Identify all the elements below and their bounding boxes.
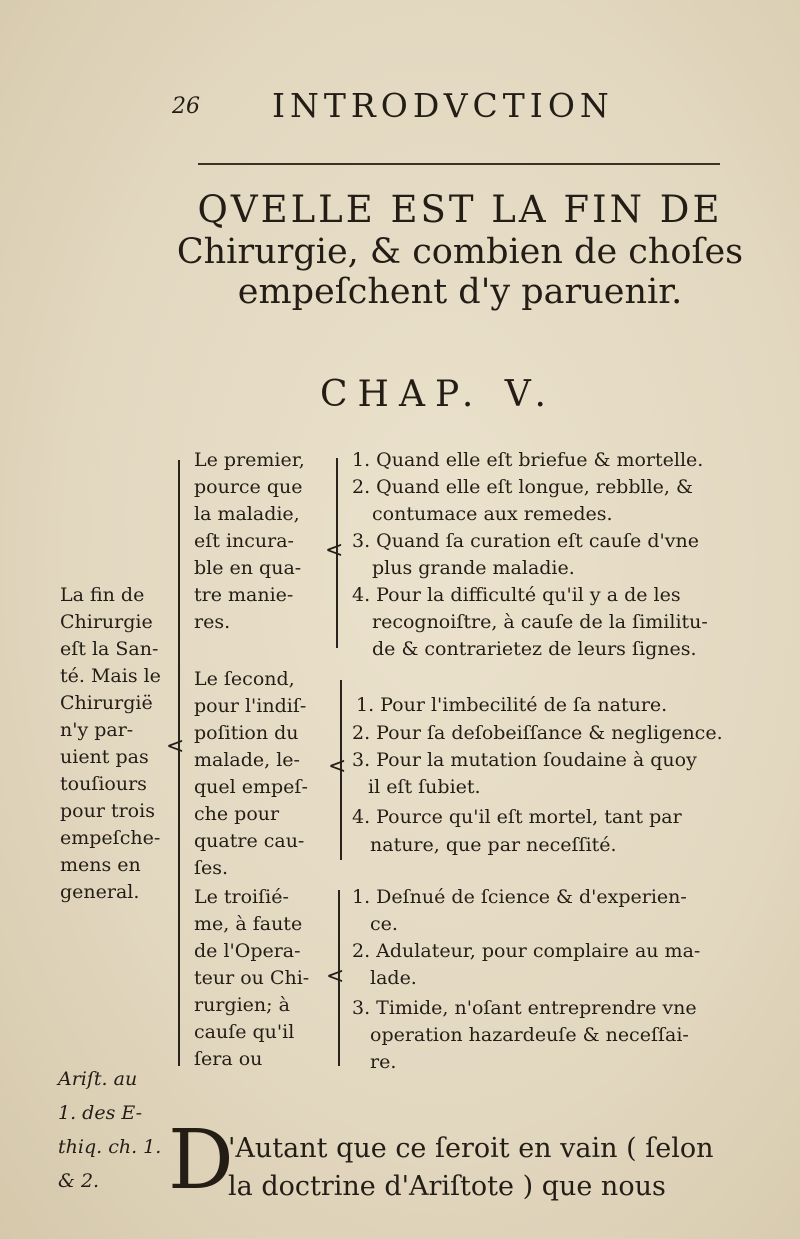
- branch-2-item: 4. Pource qu'il eſt mortel, tant par: [352, 806, 682, 828]
- citation-line: thiq. ch. 1.: [58, 1136, 162, 1158]
- chapter-heading: CHAP. V.: [320, 374, 556, 415]
- side-note-line: pour trois: [60, 800, 155, 822]
- side-note-line: eſt la San-: [60, 638, 159, 660]
- branch-3-label-line: cauſe qu'il: [194, 1021, 295, 1043]
- title-line-2: Chirurgie, & combien de choſes: [176, 232, 744, 272]
- branch-2-label-line: quel empeſ-: [194, 776, 308, 798]
- header-rule: [198, 163, 720, 165]
- branch-3-item: ce.: [370, 913, 398, 935]
- branch-2-item: 2. Pour ſa deſobeiſſance & negligence.: [352, 722, 723, 744]
- branch-2-item: il eſt ſubiet.: [368, 776, 481, 798]
- branch-2-item: 1. Pour l'imbecilité de ſa nature.: [356, 694, 668, 716]
- main-brace-point: <: [166, 734, 185, 759]
- branch-1-label-line: ble en qua-: [194, 557, 302, 579]
- branch-1-label-line: pource que: [194, 476, 303, 498]
- branch-3-label-line: Le troiſié-: [194, 886, 289, 908]
- branch-1-label-line: tre manie-: [194, 584, 294, 606]
- side-note-line: touſiours: [60, 773, 147, 795]
- branch-2-item: 3. Pour la mutation ſoudaine à quoy: [352, 749, 697, 771]
- title-line-1: QVELLE EST LA FIN DE: [197, 188, 723, 231]
- branch-2-label-line: poſition du: [194, 722, 299, 744]
- branch-3-item: 3. Timide, n'oſant entreprendre vne: [352, 997, 697, 1019]
- side-note-line: general.: [60, 881, 140, 903]
- branch-3-label-line: teur ou Chi-: [194, 967, 310, 989]
- body-line-1: 'Autant que ce ſeroit en vain ( ſelon: [228, 1133, 714, 1164]
- citation-line: Ariſt. au: [58, 1068, 138, 1090]
- side-note-line: uient pas: [60, 746, 149, 768]
- marginal-citation: [58, 1062, 161, 1198]
- branch-2-label-line: che pour: [194, 803, 280, 825]
- branch-3-item: re.: [370, 1051, 397, 1073]
- side-note-line: La fin de: [60, 584, 145, 606]
- page-number: 26: [172, 94, 200, 119]
- branch-1-item: plus grande maladie.: [372, 557, 575, 579]
- branch-2-label-line: malade, le-: [194, 749, 300, 771]
- page-header: [0, 86, 800, 126]
- branch-3-item: lade.: [370, 967, 417, 989]
- branch-2-label-line: ſes.: [194, 857, 229, 879]
- branch-3-item: operation hazardeuſe & neceſſai-: [370, 1024, 689, 1046]
- side-note-line: empeſche-: [60, 827, 161, 849]
- side-note-line: Chirurgië: [60, 692, 153, 714]
- branch-2-brace-point: <: [328, 754, 347, 779]
- body-paragraph: [228, 1130, 713, 1206]
- branch-1-label-line: res.: [194, 611, 231, 633]
- title-line-3: empeſchent d'y paruenir.: [237, 272, 683, 312]
- citation-line: & 2.: [58, 1170, 100, 1192]
- branch-3-label-line: de l'Opera-: [194, 940, 301, 962]
- citation-line: 1. des E-: [58, 1102, 143, 1124]
- branch-1-label-line: eſt incura-: [194, 530, 294, 552]
- side-note: [60, 582, 172, 906]
- main-brace: [178, 460, 180, 1066]
- running-head: INTRODVCTION: [272, 86, 614, 125]
- branch-1-label-line: Le premier,: [194, 449, 305, 471]
- branch-1-item: contumace aux remedes.: [372, 503, 613, 525]
- branch-1-label-line: la maladie,: [194, 503, 300, 525]
- branch-1-item: 4. Pour la difficulté qu'il y a de les: [352, 584, 681, 606]
- branch-2-item: nature, que par neceſſité.: [370, 834, 617, 856]
- chapter-title: [110, 188, 800, 312]
- branch-3-label-line: ſera ou: [194, 1048, 263, 1070]
- side-note-line: n'y par-: [60, 719, 134, 741]
- body-line-2: la doctrine d'Ariſtote ) que nous: [228, 1171, 666, 1202]
- branch-3-brace-point: <: [326, 964, 345, 989]
- branch-2-label-line: Le ſecond,: [194, 668, 295, 690]
- branch-1-item: recognoiſtre, à cauſe de la ſimilitu-: [372, 611, 708, 633]
- branch-3-item: 2. Adulateur, pour complaire au ma-: [352, 940, 701, 962]
- branch-1-item: de & contrarietez de leurs ſignes.: [372, 638, 697, 660]
- branch-2-label-line: pour l'indiſ-: [194, 695, 307, 717]
- branch-3-label-line: me, à faute: [194, 913, 303, 935]
- branch-1-brace-point: <: [325, 538, 344, 563]
- side-note-line: Chirurgie: [60, 611, 153, 633]
- branch-3-label-line: rurgien; à: [194, 994, 290, 1016]
- branch-2-label-line: quatre cau-: [194, 830, 305, 852]
- side-note-line: té. Mais le: [60, 665, 161, 687]
- branch-1-item: 2. Quand elle eſt longue, rebblle, &: [352, 476, 693, 498]
- drop-cap: D: [168, 1113, 234, 1208]
- branch-1-item: 3. Quand ſa curation eſt cauſe d'vne: [352, 530, 699, 552]
- branch-3-item: 1. Deſnué de ſcience & d'experien-: [352, 886, 687, 908]
- branch-1-item: 1. Quand elle eſt briefue & mortelle.: [352, 449, 704, 471]
- side-note-line: mens en: [60, 854, 141, 876]
